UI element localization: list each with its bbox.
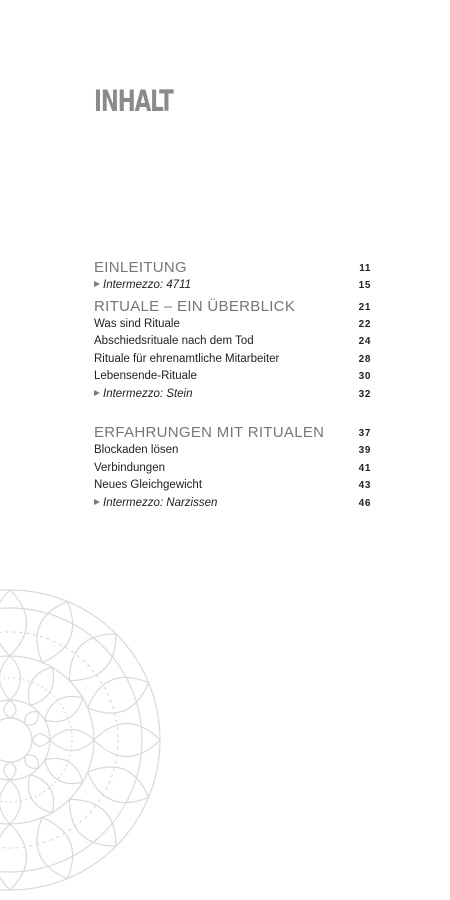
toc-page-number: 28 [358, 353, 371, 365]
toc-heading[interactable] [94, 298, 371, 318]
toc-page-number: 41 [358, 462, 371, 474]
toc-heading[interactable] [94, 259, 371, 279]
toc-page-number: 21 [358, 301, 371, 313]
toc-page-number: 15 [358, 280, 371, 291]
toc-entry[interactable] [94, 370, 371, 388]
toc-section-rituale [94, 298, 371, 406]
toc-entry[interactable] [94, 388, 371, 406]
toc-section-erfahrungen [94, 424, 371, 514]
table-of-contents [94, 258, 371, 514]
toc-entry[interactable] [94, 444, 371, 462]
toc-entry[interactable] [94, 353, 371, 371]
toc-page-number: 22 [358, 318, 371, 330]
toc-entry-label: Intermezzo: Narzissen [103, 496, 218, 509]
toc-entry-label: Intermezzo: 4711 [103, 279, 192, 291]
toc-heading-label: EINLEITUNG [94, 259, 188, 276]
toc-entry[interactable] [94, 335, 371, 353]
triangle-right-icon [94, 281, 100, 287]
toc-heading[interactable] [94, 424, 371, 444]
toc-page-number: 32 [358, 388, 371, 400]
toc-heading-label: RITUALE – EIN ÜBERBLICK [94, 297, 296, 315]
toc-entry[interactable] [94, 462, 371, 480]
toc-page-number: 11 [359, 263, 371, 274]
toc-entry-label: Was sind Rituale [94, 317, 180, 330]
triangle-right-icon [94, 499, 100, 505]
toc-entry[interactable] [94, 497, 371, 515]
toc-page-number: 39 [358, 445, 371, 456]
toc-heading-label: ERFAHRUNGEN MIT RITUALEN [94, 424, 325, 441]
toc-entry-label: Lebensende-Rituale [94, 370, 197, 382]
section-spacer [94, 405, 371, 423]
toc-entry[interactable] [94, 279, 371, 297]
toc-entry[interactable] [94, 318, 371, 336]
toc-page-number: 43 [358, 480, 371, 491]
toc-entry-label: Abschiedsrituale nach dem Tod [94, 335, 254, 347]
toc-entry[interactable] [94, 479, 371, 497]
toc-entry-label: Blockaden lösen [94, 444, 179, 456]
page-title: INHALT [94, 84, 173, 118]
toc-page-number: 37 [358, 428, 371, 439]
toc-page-number: 24 [358, 336, 371, 347]
toc-entry-label: Rituale für ehrenamtliche Mitarbeiter [94, 352, 280, 365]
toc-entry-label: Verbindungen [94, 461, 165, 474]
toc-page-number: 46 [358, 497, 371, 509]
triangle-right-icon [94, 390, 100, 396]
toc-entry-label: Neues Gleichgewicht [94, 479, 203, 491]
toc-page-number: 30 [358, 371, 371, 382]
toc-entry-label: Intermezzo: Stein [103, 387, 193, 400]
toc-section-einleitung [94, 259, 371, 297]
mandala-ornament [0, 580, 170, 900]
